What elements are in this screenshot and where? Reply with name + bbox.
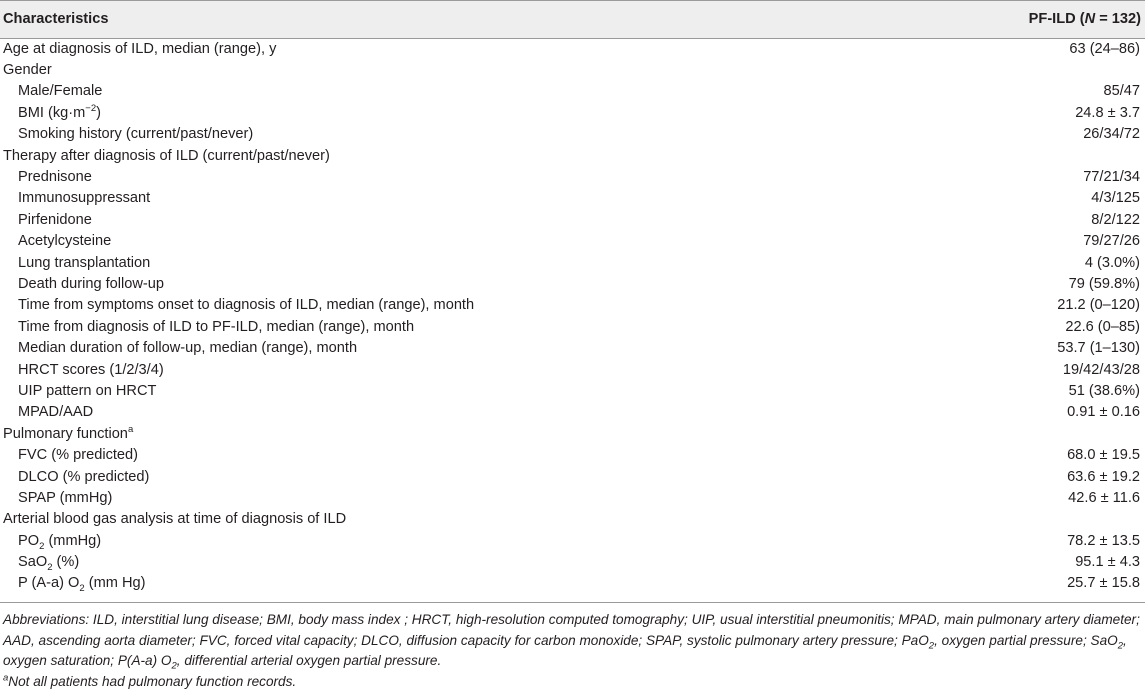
row-label: $PO_2$ (mmHg) [18,532,102,552]
row-value: 4/3/125 [1091,190,1140,207]
row-value: 63.6 ± 19.2 [1067,468,1140,485]
row-value: 25.7 ± 15.8 [1067,575,1140,592]
row-value: 42.6 ± 11.6 [1068,489,1140,506]
table-row [0,252,1145,273]
row-label: Acetylcysteine [18,233,112,250]
table-row [0,188,1145,209]
table-row [0,380,1145,401]
row-value: 24.8 ± 3.7 [1075,104,1140,121]
header-characteristics: Characteristics [3,11,109,27]
table-row [0,209,1145,230]
row-label: Prednisone [18,169,92,186]
row-value: 8/2/122 [1091,211,1140,228]
table-header-row [0,0,1145,38]
row-label: FVC (% predicted) [18,447,139,464]
row-label: P (A-a) $O_2$ (mm Hg) [18,575,146,595]
table-row [0,359,1145,380]
row-value: 79/27/26 [1083,233,1140,250]
table-row [0,102,1145,123]
table-row [0,551,1145,572]
row-label: SaO$_2$ (%) [18,554,80,573]
row-value: 21.2 (0–120) [1057,297,1140,314]
table-row [0,466,1145,487]
row-label: Age at diagnosis of ILD, median (range), y [3,40,277,57]
row-label: Time from symptoms onset to diagnosis of ILD, median (range), month [18,297,475,314]
table-row [0,530,1145,551]
row-value: 85/47 [1103,83,1140,100]
table-row [0,295,1145,316]
table-row [0,509,1145,530]
row-value: 63 (24–86) [1069,40,1140,57]
table-row [0,487,1145,508]
row-value [915,145,1145,166]
table-row [0,145,1145,166]
row-label: Time from diagnosis of ILD to PF-ILD, median (range), month [18,318,415,335]
row-label: Arterial blood gas analysis at time of diagnosis of ILD [3,511,347,528]
row-label: MPAD/AAD [18,404,94,421]
row-label: BMI $(kg\cdot m^{-2})$ [18,103,102,121]
row-value: 0.91 ± 0.16 [1067,404,1140,421]
pulmonary-function-note: $^a$Not all patients had pulmonary function records. [3,672,297,689]
table-header-rule [0,38,1145,39]
table-row [0,444,1145,465]
row-label: HRCT scores (1/2/3/4) [18,361,164,378]
row-value: 95.1 ± 4.3 [1075,554,1140,571]
header-pf-ild-pre: PF-ILD ( [1028,11,1085,27]
row-value: 4 (3.0%) [1084,254,1140,271]
header-pf-ild-n: N [1084,11,1096,27]
table-row [0,81,1145,102]
row-label: Smoking history (current/past/never) [18,126,254,143]
row-label: UIP pattern on HRCT [18,382,157,399]
table-row [0,38,1145,59]
row-value: 22.6 (0–85) [1065,318,1140,335]
row-value [915,423,1145,444]
row-label: Gender [3,62,52,79]
row-label: Death during follow-up [18,275,165,292]
row-value [915,509,1145,530]
abbreviations-note: Abbreviations: ILD, interstitial lung disease; BMI, body mass index ; HRCT, high-resolution computed tomography; UIP, usual interstitial pneumonitis; MPAD, main pulmonary artery diameter; AAD, ascending aorta diameter; FVC, forced vital capacity; DLCO, diffusion capacity for carbon monoxide; SPAP, systolic pulmonary artery pressure; PaO$_2$, oxygen partial pressure; SaO$_2$, oxygen saturation; P(A-a) $O_2$, differential arterial oxygen partial pressure. [3,612,1140,672]
row-value: 77/21/34 [1083,169,1140,186]
header-pf-ild [915,0,1145,38]
row-value: 51 (38.6%) [1068,382,1140,399]
row-value: 68.0 ± 19.5 [1067,447,1140,464]
table-row [0,423,1145,444]
table-row [0,273,1145,294]
table-row [0,402,1145,423]
table-row [0,337,1145,358]
row-label: Pulmonary function$^a$ [3,423,134,442]
row-value: 78.2 ± 13.5 [1067,532,1140,549]
row-label: DLCO (% predicted) [18,468,150,485]
header-pf-ild-post: = 132) [1095,11,1141,27]
row-value: 26/34/72 [1083,126,1140,143]
table-row [0,59,1145,80]
row-label: Male/Female [18,83,103,100]
row-label: Immunosuppressant [18,190,151,207]
table-row [0,573,1145,594]
table-row [0,316,1145,337]
table-footnotes [3,610,1141,692]
row-label: Therapy after diagnosis of ILD (current/past/never) [3,147,330,164]
row-label: Median duration of follow-up, median (range), month [18,340,358,357]
row-value [915,59,1145,80]
row-label: SPAP (mmHg) [18,489,113,506]
table-row [0,124,1145,145]
table-row [0,166,1145,187]
row-value: 19/42/43/28 [1062,361,1140,378]
row-label: Lung transplantation [18,254,151,271]
row-label: Pirfenidone [18,211,92,228]
row-value: 53.7 (1–130) [1057,340,1140,357]
table-top-rule [0,0,1145,1]
table-bottom-rule [0,602,1145,603]
table-row [0,231,1145,252]
row-value: 79 (59.8%) [1068,275,1140,292]
